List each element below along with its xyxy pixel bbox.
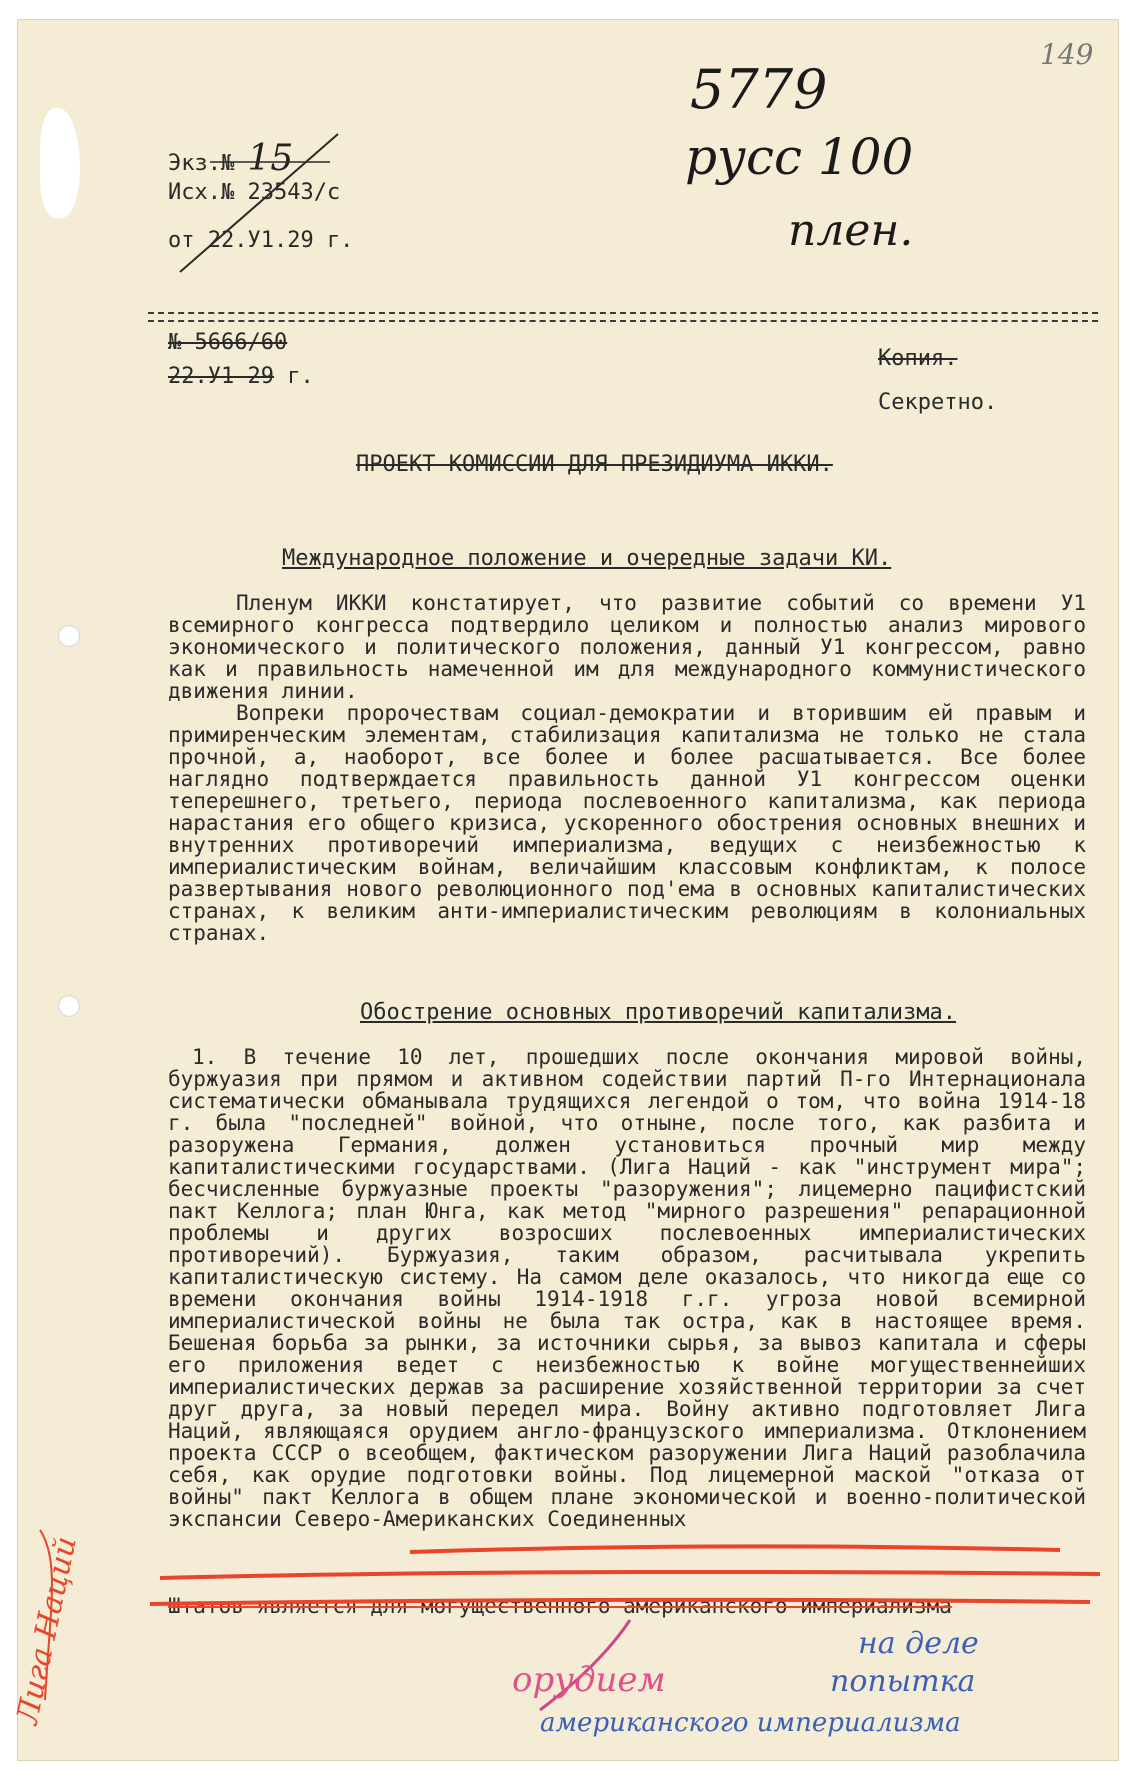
section-title: Обострение основных противоречий капитализма.: [360, 1000, 957, 1025]
page-number: 149: [1040, 38, 1094, 71]
crossed-title: ПРОЕКТ КОМИССИИ ДЛЯ ПРЕЗИДИУМА ИККИ.: [356, 452, 833, 477]
secret-stamp: Секретно.: [878, 390, 998, 415]
paragraph: 1. В течение 10 лет, прошедших после окончания мировой войны, буржуазия при прямом и активном содействии партий П-го Интернационала систематически обманывала трудящихся легендой о том, что война 1914-18 г. была "последней" войной, что отныне, после того, как разбита и разоружена Германия, должен установиться прочный мир между капиталистическими государствами. (Лига Наций - как "инструмент мира"; бесчисленные буржуазные проекты "разоружения"; лицемерно пацифистский пакт Келлога; план Юнга, как метод "мирного разрешения" репарационной проблемы и других возросших послевоенных империалистических противоречий). Буржуазия, таким образом, расчитывала укрепить капиталистическую систему. На самом деле оказалось, что никогда еще со времени окончания войны 1914-1918 г.г. угроза новой всемирной империалистической войны не была так остра, как в настоящее время. Бешеная борьба за рынки, за источники сырья, за вывоз капитала и сферы его приложения ведет с неизбежностью к войне могущественнейших империалистических держав за расширение хозяйственной территории за счет друг друга, за новый передел мира. Войну активно подготовляет Лига Наций, являющаяся орудием англо-французского империализма. Отклонением проекта СССР о всеобщем, фактическом разоружении Лига Наций разоблачила себя, как орудие подготовки войны. Под лицемерной маской "отказа от войны" пакт Келлога в общем плане экономической и военно-политической экспансии Северо-Американских Соединенных: [168, 1045, 1086, 1531]
blue-note: на деле: [858, 1626, 979, 1661]
red-margin-note: Лига Наций: [10, 1533, 84, 1728]
pink-note: орудием: [512, 1660, 666, 1700]
struck-line: Штатов является для могущественного американского империализма: [168, 1594, 952, 1618]
old-ref-date-line: 22.У1-29 г.: [168, 364, 314, 389]
paragraph: Пленум ИККИ констатирует, что развитие событий со времени У1 всемирного конгресса подтвердило целиком и полностью анализ мирового экономического и политического положения, данный У1 конгрессом, равно как и правильность намеченной им для международного коммунистического движения линии.: [168, 591, 1086, 703]
section-title: Международное положение и очередные задачи КИ.: [282, 546, 892, 571]
archive-number: 5779: [690, 58, 828, 121]
outgoing-date: от 22.У1.29 г.: [168, 228, 354, 253]
plenum-note: плен.: [788, 205, 914, 256]
language-note: русс 100: [685, 128, 914, 186]
copy-number: 15: [247, 138, 294, 179]
old-ref-number: № 5666/60: [168, 330, 288, 355]
blue-note: американского империализма: [540, 1708, 961, 1738]
copy-number-line: Экз.№ 15: [168, 138, 294, 179]
old-ref-date: 22.У1-29: [168, 364, 274, 389]
copy-stamp: Копия.: [878, 346, 958, 371]
paragraph: Вопреки пророчествам социал-демократии и вторившим ей правым и примиренческим элементам, стабилизация капитализма не только не стала прочной, а, наоборот, все более и более расшатывается. Все более наглядно подтверждается правильность данной У1 конгрессом оценки теперешнего, третьего, периода послевоенного капитализма, как периода нарастания его общего кризиса, ускоренного обострения основных внешних и внутренних противоречий империализма, ведущих с неизбежностью к империалистическим войнам, величайшим классовым конфликтам, к полосе развертывания нового революционного под'ема в основных капиталистических странах, к великим анти-империалистическим революциям в колониальных странах.: [168, 701, 1086, 945]
outgoing-number: Исх.№ 23543/с: [168, 180, 341, 205]
blue-note: попытка: [830, 1664, 976, 1699]
